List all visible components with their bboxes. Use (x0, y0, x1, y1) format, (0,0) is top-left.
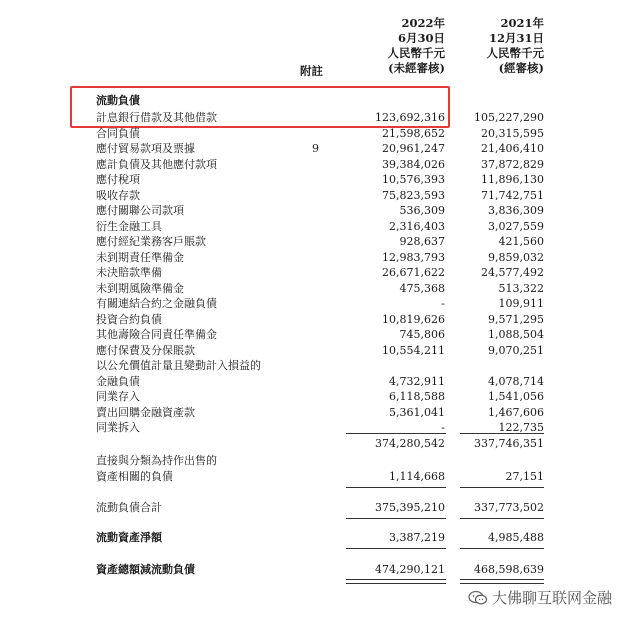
row-value-2022: 12,983,793 (382, 250, 445, 264)
row-value-2022: 20,961,247 (382, 142, 445, 155)
row-label: 有關連結合約之金融負債 (96, 297, 217, 310)
row-label: 金融負債 (96, 374, 140, 388)
held-for-sale-label-1: 直接與分類為持作出售的 (96, 454, 217, 467)
row-label: 應付貿易款項及票據 (96, 142, 195, 155)
row-value-2022: - (441, 421, 445, 434)
net-rule-1 (346, 548, 446, 549)
row-value-2021: 21,406,410 (481, 142, 544, 155)
row-value-2021: 24,577,492 (481, 266, 544, 279)
row-value-2022: 10,819,626 (382, 312, 445, 326)
held-for-sale-value-2021: 27,151 (505, 470, 544, 483)
held-for-sale-value-2022: 1,114,668 (389, 470, 445, 483)
col1-date: 6月30日 (397, 31, 445, 45)
row-value-2021: 1,088,504 (488, 328, 544, 341)
row-value-2022: 10,576,393 (382, 173, 445, 186)
note-column-header: 附註 (300, 64, 323, 78)
subtotal-rule-1 (346, 433, 446, 434)
column-header-2021 (487, 16, 545, 76)
row-label: 未到期風險準備金 (96, 281, 184, 295)
row-note: 9 (312, 142, 319, 155)
col2-audit: (經審核) (498, 61, 544, 75)
held-rule-1 (346, 487, 446, 488)
row-value-2021: 122,735 (498, 421, 544, 434)
total-rule-2 (460, 518, 544, 519)
row-value-2021: 1,467,606 (488, 405, 544, 419)
total-assets-less-value-2021: 468,598,639 (474, 563, 544, 576)
total-current-value-2022: 375,395,210 (375, 501, 445, 514)
col2-date: 12月31日 (488, 31, 544, 45)
row-value-2022: 21,598,652 (382, 126, 445, 140)
subtotal-rule-2 (460, 433, 544, 434)
row-value-2021: 20,315,595 (481, 126, 544, 140)
row-value-2022: 5,361,041 (389, 405, 445, 419)
watermark (468, 587, 612, 608)
row-value-2021: 421,560 (498, 235, 544, 248)
net-current-assets-label: 流動資產淨額 (96, 531, 162, 544)
watermark-text: 大佛聊互联网金融 (492, 589, 613, 607)
row-label: 應付保費及分保賬款 (96, 343, 195, 357)
row-value-2022: 26,671,622 (382, 266, 445, 279)
row-value-2021: 3,836,309 (488, 204, 544, 217)
subtotal-value-2021: 337,746,351 (474, 437, 544, 450)
row-value-2022: 536,309 (399, 204, 445, 217)
column-header-2022 (388, 16, 446, 76)
row-value-2021: 105,227,290 (474, 111, 544, 124)
row-value-2022: 39,384,026 (382, 157, 445, 171)
row-label: 合同負債 (96, 126, 140, 140)
total-rule-1 (346, 518, 446, 519)
row-value-2022: 475,368 (399, 281, 445, 295)
row-value-2022: 745,806 (399, 328, 445, 341)
total-assets-less-label: 資產總額減流動負債 (96, 563, 195, 576)
held-for-sale-label-2: 資產相關的負債 (96, 470, 173, 483)
row-label: 應付經紀業務客戶賬款 (96, 235, 206, 248)
row-value-2022: - (441, 297, 445, 310)
row-value-2022: 2,316,403 (389, 219, 445, 233)
row-value-2022: 928,637 (399, 235, 445, 248)
row-value-2021: 3,027,559 (488, 219, 544, 233)
row-value-2021: 71,742,751 (481, 188, 544, 202)
row-label: 未到期責任準備金 (96, 250, 184, 264)
col1-unit: 人民幣千元 (387, 46, 445, 60)
row-label: 未決賠款準備 (96, 266, 162, 279)
row-value-2022: 6,118,588 (389, 390, 445, 403)
row-label: 吸收存款 (96, 188, 140, 202)
row-label: 其他壽險合同責任準備金 (96, 328, 217, 341)
row-value-2021: 513,322 (498, 281, 544, 295)
row-value-2021: 9,859,032 (488, 250, 544, 264)
row-label: 賣出回購金融資產款 (96, 405, 195, 419)
row-value-2022: 75,823,593 (382, 188, 445, 202)
row-value-2021: 11,896,130 (481, 173, 544, 186)
row-value-2021: 9,571,295 (488, 312, 544, 326)
row-label: 應計負債及其他應付款項 (96, 157, 217, 171)
wechat-icon (468, 590, 488, 606)
row-value-2021: 37,872,829 (481, 157, 544, 171)
row-label: 同業拆入 (96, 421, 140, 434)
col2-year: 2021年 (500, 16, 544, 30)
final-double-rule-2 (460, 579, 544, 584)
total-current-label: 流動負債合計 (96, 501, 162, 514)
net-current-assets-value-2021: 4,985,488 (488, 531, 544, 544)
total-assets-less-value-2022: 474,290,121 (375, 563, 445, 576)
row-label: 應付關聯公司款項 (96, 204, 184, 217)
row-value-2022: 10,554,211 (382, 343, 445, 357)
row-value-2022: 4,732,911 (389, 374, 445, 388)
total-current-value-2021: 337,773,502 (474, 501, 544, 514)
col1-year: 2022年 (401, 16, 445, 30)
row-label: 應付稅項 (96, 173, 140, 186)
row-value-2021: 109,911 (498, 297, 544, 310)
row-label: 計息銀行借款及其他借款 (96, 111, 217, 124)
subtotal-value-2022: 374,280,542 (375, 437, 445, 450)
net-current-assets-value-2022: 3,387,219 (389, 531, 445, 544)
row-label: 同業存入 (96, 390, 140, 403)
col1-audit: (未經審核) (388, 61, 445, 75)
row-label: 衍生金融工具 (96, 219, 162, 233)
row-value-2021: 1,541,056 (488, 390, 544, 403)
col2-unit: 人民幣千元 (486, 46, 544, 60)
row-label: 投資合約負債 (96, 312, 162, 326)
row-value-2022: 123,692,316 (375, 111, 445, 124)
row-value-2021: 4,078,714 (488, 374, 544, 388)
row-label: 以公允價值計量且變動計入損益的 (96, 359, 261, 372)
net-rule-2 (460, 548, 544, 549)
row-value-2021: 9,070,251 (488, 343, 544, 357)
held-rule-2 (460, 487, 544, 488)
final-double-rule-1 (346, 579, 446, 584)
section-title: 流動負債 (96, 94, 140, 107)
